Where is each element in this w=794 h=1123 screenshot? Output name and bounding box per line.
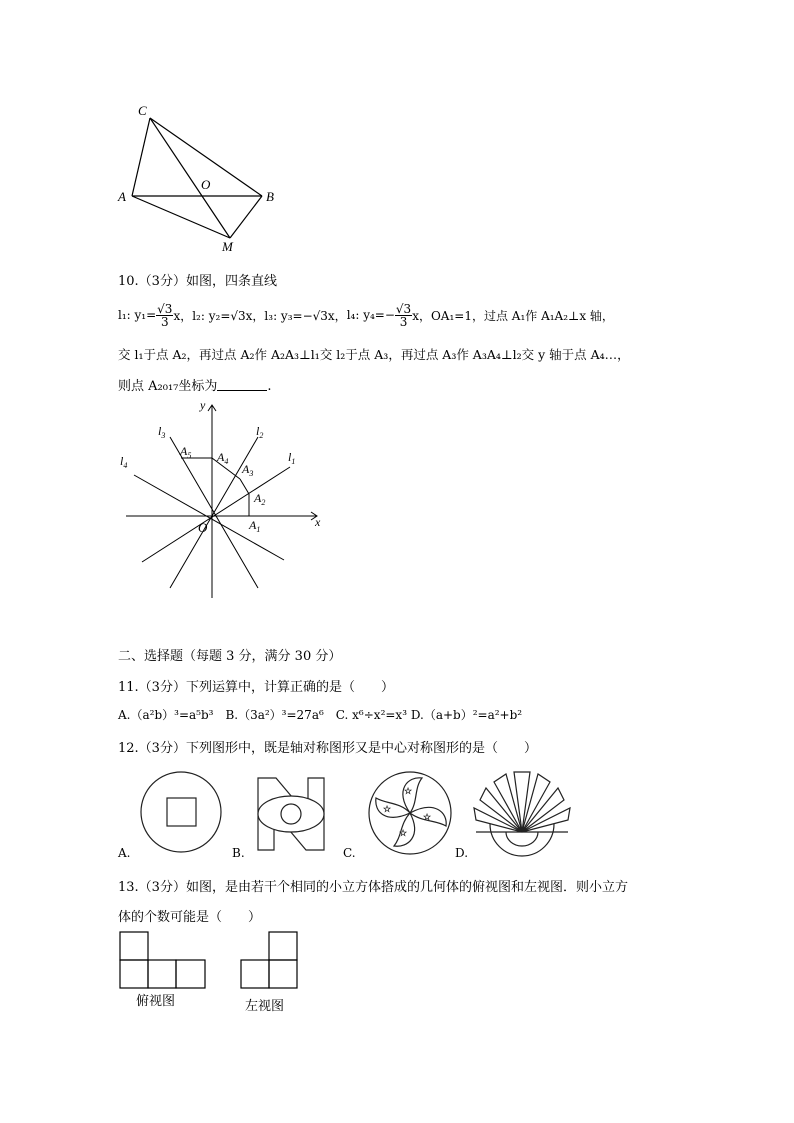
- point-label-a2: $A_2$: [254, 491, 266, 507]
- q11-stem: 11.（3分）下列运算中，计算正确的是（ ）: [118, 680, 394, 695]
- point-label-a4: $A_4$: [217, 450, 229, 466]
- q10-l4-fraction: [395, 303, 412, 328]
- q10-l4-x: x，: [412, 308, 431, 323]
- q10-l1-x: x，: [173, 308, 193, 323]
- q10-l1-frac-num: √3: [157, 301, 173, 316]
- axis-label-x: x: [315, 515, 321, 529]
- triangle-figure: [112, 98, 282, 258]
- q13-line2: 体的个数可能是（ ）: [118, 910, 262, 925]
- q10-l3: l₃: y₃=−√3x，: [264, 308, 347, 323]
- line-label-l4: $l_4$: [120, 454, 128, 470]
- q10-line4-suffix: .: [267, 379, 272, 394]
- q13-views: [118, 930, 318, 992]
- q10-l2: l₂: y₂=√3x，: [192, 308, 265, 323]
- q10-l4-frac-num: √3: [395, 301, 412, 316]
- point-label-m: M: [222, 239, 233, 254]
- origin-label: O: [198, 520, 208, 535]
- point-label-a5: $A_5$: [180, 444, 192, 460]
- line-label-l2: $l_2$: [256, 424, 264, 440]
- point-label-a: A: [118, 189, 126, 204]
- point-label-o: O: [201, 177, 211, 192]
- top-view-caption: 俯视图: [136, 994, 176, 1009]
- answer-blank: [217, 378, 267, 391]
- axes-figure: [112, 395, 337, 605]
- left-view-caption: 左视图: [245, 999, 285, 1014]
- q10-l1-prefix: l₁: y₁=: [118, 308, 157, 322]
- q10-l1-fraction: [156, 303, 173, 328]
- q12-option-a: A.: [118, 846, 131, 860]
- q12-stem: 12.（3分）下列图形中，既是轴对称图形又是中心对称图形的是（ ）: [118, 741, 537, 756]
- q12-option-c: C.: [343, 846, 356, 860]
- svg-text:☆: ☆: [423, 812, 432, 822]
- q10-line4: [118, 375, 272, 394]
- q10-l4-prefix: l₄: y₄=−: [346, 308, 395, 322]
- svg-text:☆: ☆: [399, 828, 408, 838]
- point-label-a3: $A_3$: [242, 462, 254, 478]
- q10-l4-frac-den: 3: [399, 314, 408, 329]
- point-label-b: B: [266, 189, 274, 204]
- q10-stem: 10.（3分）如图，四条直线: [118, 274, 277, 289]
- q12-option-b: B.: [232, 846, 245, 860]
- q11-options: A.（a²b）³=a⁵b³ B.（3a²）³=27a⁶ C. x⁶÷x²=x³ D.（a+b）²=a²+b²: [118, 708, 523, 722]
- line-label-l1: $l_1$: [288, 450, 296, 466]
- q10-l1-frac-den: 3: [160, 314, 169, 329]
- point-label-c: C: [138, 103, 147, 118]
- q10-oa1: OA₁=1，过点 A₁作 A₁A₂⊥x 轴，: [430, 308, 614, 323]
- q10-line4-prefix: 则点 A₂₀₁₇坐标为: [118, 379, 218, 394]
- q10-lines-definition: [118, 297, 614, 333]
- q13-line1: 13.（3分）如图，是由若干个相同的小立方体搭成的几何体的俯视图和左视图．则小立方: [118, 880, 628, 895]
- axis-label-y: y: [200, 398, 206, 412]
- section-2-heading: 二、选择题（每题 3 分，满分 30 分）: [118, 649, 342, 664]
- q10-line3: 交 l₁于点 A₂，再过点 A₂作 A₂A₃⊥l₁交 l₂于点 A₃，再过点 A₃作 A₃A₄⊥l₂交 y 轴于点 A₄…，: [118, 347, 630, 362]
- line-label-l3: $l_3$: [158, 424, 166, 440]
- svg-text:☆: ☆: [404, 786, 413, 796]
- point-label-a1: $A_1$: [249, 518, 261, 534]
- q12-option-d: D.: [455, 846, 469, 860]
- svg-text:☆: ☆: [383, 804, 392, 814]
